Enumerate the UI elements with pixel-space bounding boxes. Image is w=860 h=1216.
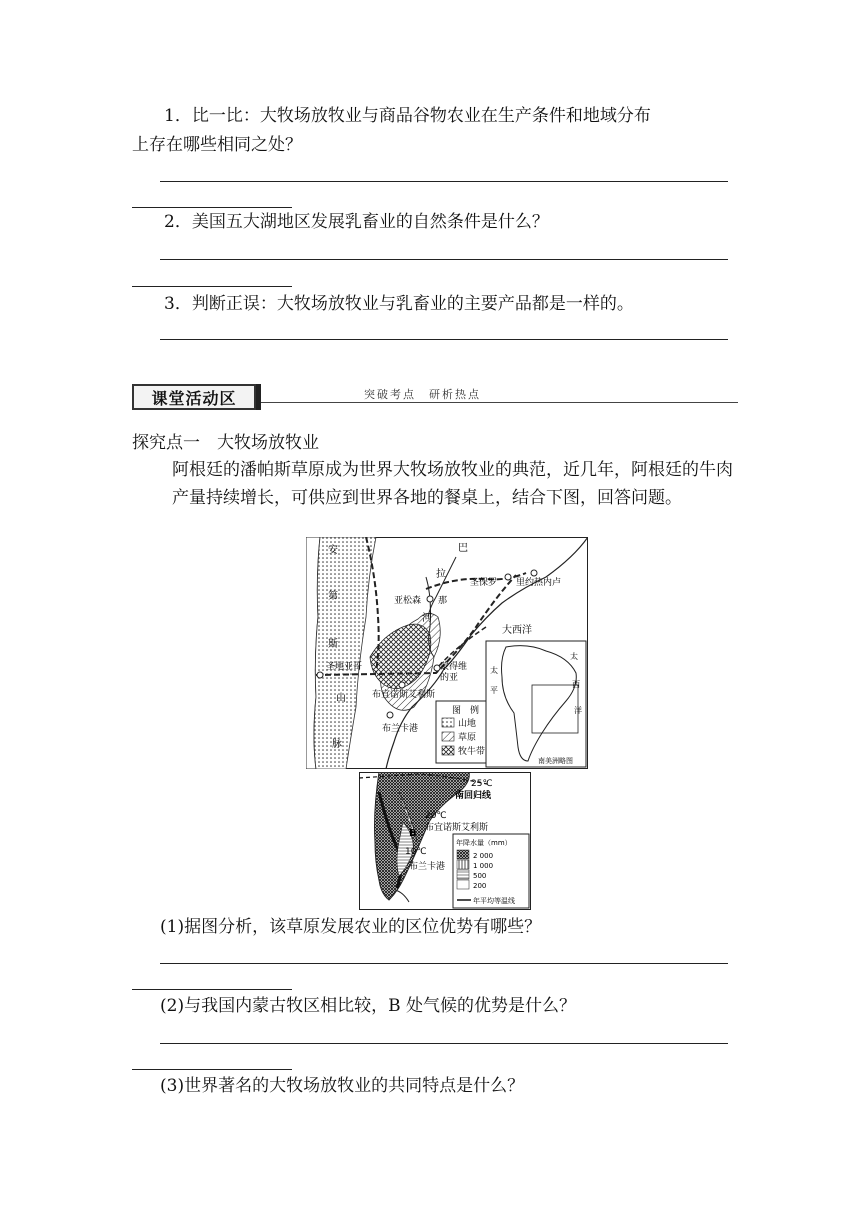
map1-label-shan: 山 [336,693,346,704]
map1-legend-title: 图 例 [452,706,480,716]
section-intro: 阿根廷的潘帕斯草原成为世界大牧场放牧业的典范，近几年，阿根廷的牛肉产量持续增长，可供应到世界各地的餐桌上，结合下图，回答问题。 [172,460,733,508]
map1-label-mai: 脉 [332,739,342,750]
map2-label-25c: 25℃ [471,779,493,789]
question-3: 3．判断正误：大牧场放牧业与乳畜业的主要产品都是一样的。 [164,294,634,314]
map1-label-na: 那 [438,596,448,606]
answer-line [132,286,292,287]
answer-line [160,339,728,340]
map1-label-atlantic: 大西洋 [502,625,532,636]
map2-legend-item: 500 [473,872,487,880]
map2-label-20c: 20℃ [425,811,447,821]
map1-label-ba: 巴 [458,543,468,554]
map1-label-si: 斯 [328,639,338,650]
map2-legend-item: 200 [473,882,487,890]
map1-label-di: 第 [328,591,338,602]
section-banner-rule [261,402,738,403]
map1-label-he: 河 [422,613,432,624]
answer-line [132,1069,292,1070]
section-banner-label: 课堂活动区 [132,384,256,410]
inset-label-ping: 平 [490,686,498,695]
inset-label-yang: 洋 [574,706,582,715]
map1-label-santiago: 圣地亚哥 [326,662,363,672]
map1-label-rio: 里约热内卢 [516,578,562,588]
sub-question-3: (3)世界著名的大牧场放牧业的共同特点是什么？ [160,1076,525,1096]
map1-label-buenos-aires: 布宜诺斯艾利斯 [372,690,436,700]
map2-label-tropic: 南回归线 [455,791,492,801]
map2-label-bahia-blanca: 布兰卡港 [409,862,446,872]
map2-legend-item: 2 000 [473,852,494,860]
answer-line [132,207,292,208]
pampas-location-map [306,537,588,769]
answer-line [160,181,728,182]
map1-label-montevideo-2: 的亚 [440,673,459,683]
map2-legend-item: 1 000 [473,862,494,870]
section-banner-bar [256,384,261,410]
section-banner-subtitle: 突破考点 研析热点 [364,388,481,401]
map1-label-an: 安 [328,545,338,556]
question-2: 2．美国五大湖地区发展乳畜业的自然条件是什么？ [164,212,549,232]
climate-map [359,772,531,910]
map2-legend-isotherm: 年平均等温线 [473,897,515,905]
section-heading: 探究点一 大牧场放牧业 [132,433,319,453]
sub-question-2: (2)与我国内蒙古牧区相比较，B 处气候的优势是什么？ [160,996,576,1016]
answer-line [132,989,292,990]
answer-line [160,259,728,260]
inset-label-xi: 西 [572,680,580,689]
map1-label-sao-paulo: 圣保罗 [470,578,498,588]
map2-label-10c: 10℃ [405,847,427,857]
map2-legend-title: 年降水量（mm） [456,839,512,847]
map1-label-la: 拉 [436,569,446,580]
inset-label-tai: 太 [570,652,578,661]
inset-label-tai-2: 太 [490,666,498,675]
answer-line [160,963,728,964]
question-1-line-1: 1．比一比：大牧场放牧业与商品谷物农业在生产条件和地域分布 [164,106,651,126]
map1-label-bahia-blanca: 布兰卡港 [382,724,419,734]
answer-line [160,1043,728,1044]
sub-question-1: (1)据图分析，该草原发展农业的区位优势有哪些？ [160,917,542,937]
map1-legend-item: 山地 [458,719,477,729]
map1-label-asuncion: 亚松森 [394,596,422,606]
inset-caption: 南美洲略图 [538,757,573,765]
map1-legend-item: 牧牛带 [458,747,486,757]
map1-label-montevideo-1: 蒙得维 [440,662,468,672]
map2-label-b: B [409,828,417,839]
question-1-line-2: 上存在哪些相同之处？ [132,135,302,155]
map2-label-buenos-aires: 布宜诺斯艾利斯 [425,823,489,833]
map1-legend-item: 草原 [458,733,477,743]
